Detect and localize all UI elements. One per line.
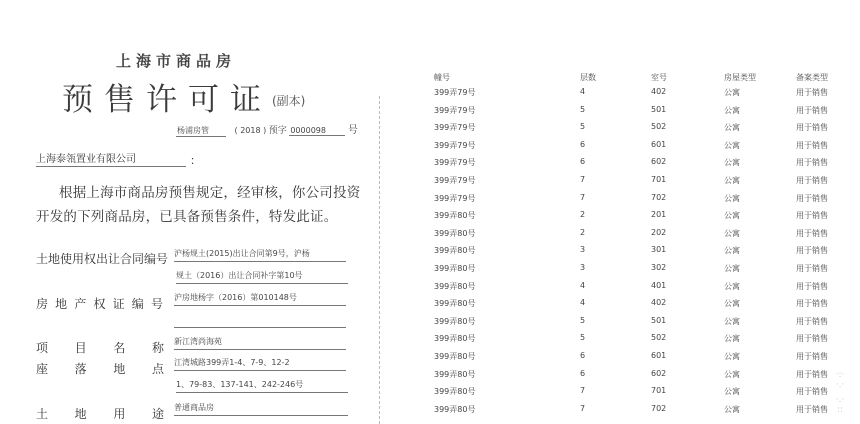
permit-number-line [176,121,358,137]
cell-building: 399弄80号 [434,228,476,238]
cell-building: 399弄80号 [434,387,476,397]
cell-filing-type: 用于销售 [796,88,828,97]
table-row [400,313,840,331]
label-char: 项 [36,341,49,355]
cell-filing-type: 用于销售 [796,211,828,221]
cell-floor: 7 [580,386,586,396]
cell-room: 701 [651,174,667,184]
location-value-2: 1、79-83、137-141、242-246号 [176,379,348,393]
cell-building: 399弄79号 [434,158,476,168]
label-char: 用 [113,407,126,421]
header-house-type: 房屋类型 [724,73,756,82]
company-colon: ： [190,154,201,167]
label-char: 编 [131,297,144,311]
cell-building: 399弄80号 [434,351,476,361]
cell-house-type: 公寓 [724,228,740,238]
cell-floor: 4 [580,298,586,308]
cell-floor: 6 [580,139,586,149]
label-char: 称 [151,341,164,355]
cell-building: 399弄80号 [434,369,476,379]
cell-house-type: 公寓 [724,211,740,221]
location-label [36,360,164,377]
label-char: 权 [93,297,106,311]
cell-house-type: 公寓 [724,263,740,273]
cell-room: 501 [651,104,667,114]
cell-filing-type: 用于销售 [796,140,828,150]
cell-building: 399弄79号 [434,193,476,203]
cell-filing-type: 用于销售 [796,123,828,133]
unit-list-page [400,0,860,424]
cell-floor: 5 [580,333,586,343]
cell-floor: 7 [580,403,586,413]
cell-house-type: 公寓 [724,316,740,326]
project-name-label [36,339,164,356]
scan-smudge: ·:· ·.· [835,370,845,390]
table-row [400,84,840,102]
land-use-label [36,405,164,422]
cell-floor: 6 [580,350,586,360]
cell-room: 402 [651,298,667,308]
certificate-issuer-title: 上海市商品房 [115,52,236,70]
cell-filing-type: 用于销售 [796,175,828,185]
label-char: 地 [74,407,87,421]
table-row [400,260,840,278]
table-row [400,383,840,401]
cell-building: 399弄79号 [434,175,476,185]
label-char: 地 [55,297,68,311]
cell-house-type: 公寓 [724,193,740,203]
cell-room: 301 [651,245,667,255]
project-name-value: 新江湾尚海苑 [174,336,346,350]
cell-filing-type: 用于销售 [796,387,828,397]
cell-filing-type: 用于销售 [796,228,828,238]
cell-room: 402 [651,87,667,96]
label-char: 名 [113,341,126,355]
cell-building: 399弄80号 [434,299,476,309]
table-row [400,278,840,296]
label-char: 产 [74,297,87,311]
cell-filing-type: 用于销售 [796,263,828,273]
cell-filing-type: 用于销售 [796,299,828,309]
cell-house-type: 公寓 [724,88,740,97]
cell-floor: 5 [580,315,586,325]
certificate-copy-note: (副本) [272,94,306,108]
cell-filing-type: 用于销售 [796,404,828,414]
cell-house-type: 公寓 [724,140,740,150]
cell-floor: 5 [580,104,586,114]
cell-building: 399弄79号 [434,123,476,133]
cell-building: 399弄79号 [434,105,476,115]
table-row [400,225,840,243]
permit-zi: 预字 [268,126,287,136]
label-char: 号 [150,297,163,311]
table-body [400,84,840,418]
table-row [400,119,840,137]
cell-floor: 2 [580,210,586,220]
cell-filing-type: 用于销售 [796,316,828,326]
label-char: 座 [36,362,49,376]
cell-room: 601 [651,139,667,149]
label-char: 目 [74,341,87,355]
certificate-statement: 根据上海市商品房预售规定，经审核，你公司投资开发的下列商品房，已具备预售条件，特发此证。 [36,185,361,225]
table-row [400,295,840,313]
cell-filing-type: 用于销售 [796,246,828,256]
cell-house-type: 公寓 [724,175,740,185]
cell-room: 602 [651,157,667,167]
cell-house-type: 公寓 [724,105,740,115]
cell-room: 702 [651,192,667,202]
cell-building: 399弄79号 [434,88,476,97]
table-row [400,207,840,225]
cell-building: 399弄80号 [434,263,476,273]
cell-house-type: 公寓 [724,123,740,133]
cell-room: 401 [651,280,667,290]
table-row [400,137,840,155]
company-name: 上海泰瓴置业有限公司 [36,150,186,167]
cell-filing-type: 用于销售 [796,351,828,361]
page-fold-line [379,96,381,424]
cell-room: 302 [651,262,667,272]
label-char: 途 [151,407,164,421]
cell-filing-type: 用于销售 [796,105,828,115]
table-row [400,348,840,366]
cell-house-type: 公寓 [724,246,740,256]
cell-house-type: 公寓 [724,334,740,344]
cell-room: 601 [651,350,667,360]
land-contract-value-2: 规土（2016）出让合同补字第10号 [176,270,348,284]
label-char: 落 [74,362,87,376]
cell-building: 399弄79号 [434,140,476,150]
table-row [400,366,840,384]
table-row [400,154,840,172]
table-row [400,242,840,260]
cell-floor: 6 [580,157,586,167]
cell-filing-type: 用于销售 [796,193,828,203]
cell-house-type: 公寓 [724,369,740,379]
cell-room: 502 [651,122,667,132]
permit-number: 0000098 [289,126,345,136]
header-room: 室号 [651,73,667,82]
header-floor: 层数 [580,73,596,82]
cell-building: 399弄80号 [434,211,476,221]
table-header [400,69,840,81]
cell-building: 399弄80号 [434,316,476,326]
cell-floor: 4 [580,87,586,96]
permit-year: ( 2018 ) [234,126,267,135]
label-char: 点 [151,362,164,376]
cell-house-type: 公寓 [724,404,740,414]
property-cert-label [36,295,163,312]
cell-floor: 7 [580,192,586,202]
cell-filing-type: 用于销售 [796,369,828,379]
cell-room: 702 [651,403,667,413]
cell-room: 202 [651,227,667,237]
permit-hao: 号 [347,125,358,136]
table-row [400,330,840,348]
cell-building: 399弄80号 [434,404,476,414]
cell-floor: 5 [580,122,586,132]
label-char: 地 [113,362,126,376]
cell-house-type: 公寓 [724,158,740,168]
property-cert-value: 沪房地杨字（2016）第010148号 [174,292,346,306]
table-row [400,401,840,419]
label-char: 房 [36,297,49,311]
label-char: 证 [112,297,125,311]
cell-filing-type: 用于销售 [796,158,828,168]
cell-floor: 4 [580,280,586,290]
cell-filing-type: 用于销售 [796,334,828,344]
cell-house-type: 公寓 [724,281,740,291]
cell-floor: 3 [580,262,586,272]
cell-building: 399弄80号 [434,281,476,291]
land-use-value: 普通商品房 [174,402,348,416]
cell-floor: 6 [580,368,586,378]
cell-room: 701 [651,386,667,396]
cell-house-type: 公寓 [724,387,740,397]
table-row [400,172,840,190]
location-value-1: 江湾城路399弄1-4、7-9、12-2 [174,357,346,371]
cell-filing-type: 用于销售 [796,281,828,291]
table-row [400,102,840,120]
cell-house-type: 公寓 [724,299,740,309]
cell-room: 201 [651,210,667,220]
scan-smudge: ·.· :: [835,395,845,415]
property-cert-value-2 [174,316,346,328]
land-contract-value-1: 沪杨规土(2015)出让合同第9号，沪杨 [174,248,346,262]
cell-building: 399弄80号 [434,334,476,344]
table-row [400,190,840,208]
certificate-page [0,0,380,424]
cell-building: 399弄80号 [434,246,476,256]
certificate-title: 预售许可证 [62,82,272,118]
cell-floor: 3 [580,245,586,255]
label-char: 土 [36,407,49,421]
cell-room: 602 [651,368,667,378]
cell-house-type: 公寓 [724,351,740,361]
cell-floor: 2 [580,227,586,237]
cell-room: 502 [651,333,667,343]
header-building: 幢号 [434,73,450,82]
cell-floor: 7 [580,174,586,184]
cell-room: 501 [651,315,667,325]
land-contract-label: 土地使用权出让合同编号 [36,252,169,266]
permit-bureau: 杨浦房管 [176,125,226,137]
header-filing-type: 备案类型 [796,73,828,82]
